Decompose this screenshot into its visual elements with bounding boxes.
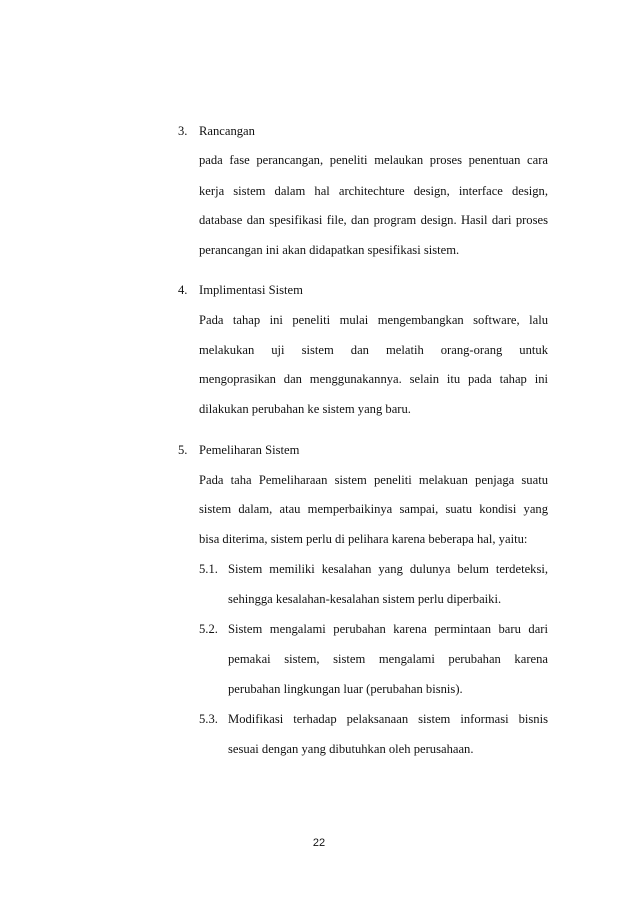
paragraph-line: pada fase perancangan, peneliti melaukan proses penentuan cara (199, 153, 548, 167)
paragraph-line: bisa diterima, sistem perlu di pelihara karena beberapa hal, yaitu: (199, 532, 528, 546)
subitem-line: Modifikasi terhadap pelaksanaan sistem informasi bisnis (228, 712, 548, 726)
page-number: 22 (312, 837, 326, 849)
subitem-line: pemakai sistem, sistem mengalami perubahan karena (228, 652, 548, 666)
section-heading: Implimentasi Sistem (199, 283, 303, 297)
paragraph-line: melakukan uji sistem dan melatih orang-orang untuk (199, 343, 548, 357)
subitem-line: sesuai dengan yang dibutuhkan oleh perusahaan. (228, 742, 474, 756)
section-heading: Rancangan (199, 124, 255, 138)
subitem-line: Sistem memiliki kesalahan yang dulunya belum terdeteksi, (228, 562, 548, 576)
paragraph-line: Pada tahap ini peneliti mulai mengembangkan software, lalu (199, 313, 548, 327)
paragraph-line: Pada taha Pemeliharaan sistem peneliti melakuan penjaga suatu (199, 473, 548, 487)
subitem-line: perubahan lingkungan luar (perubahan bisnis). (228, 682, 463, 696)
section-number: 4. (178, 283, 188, 297)
section-heading: Pemeliharan Sistem (199, 443, 300, 457)
subitem-number: 5.1. (199, 562, 218, 576)
paragraph-line: perancangan ini akan didapatkan spesifikasi sistem. (199, 243, 460, 257)
subitem-line: sehingga kesalahan-kesalahan sistem perlu diperbaiki. (228, 592, 502, 606)
subitem-line: Sistem mengalami perubahan karena permintaan baru dari (228, 622, 548, 636)
paragraph-line: mengoprasikan dan menggunakannya. selain itu pada tahap ini (199, 372, 548, 386)
subitem-number: 5.2. (199, 622, 218, 636)
section-number: 5. (178, 443, 188, 457)
paragraph-line: kerja sistem dalam hal architechture design, interface design, (199, 184, 548, 198)
section-number: 3. (178, 124, 188, 138)
paragraph-line: sistem dalam, atau memperbaikinya sampai, suatu kondisi yang (199, 502, 548, 516)
subitem-number: 5.3. (199, 712, 218, 726)
paragraph-line: database dan spesifikasi file, dan program design. Hasil dari proses (199, 213, 548, 227)
paragraph-line: dilakukan perubahan ke sistem yang baru. (199, 402, 411, 416)
